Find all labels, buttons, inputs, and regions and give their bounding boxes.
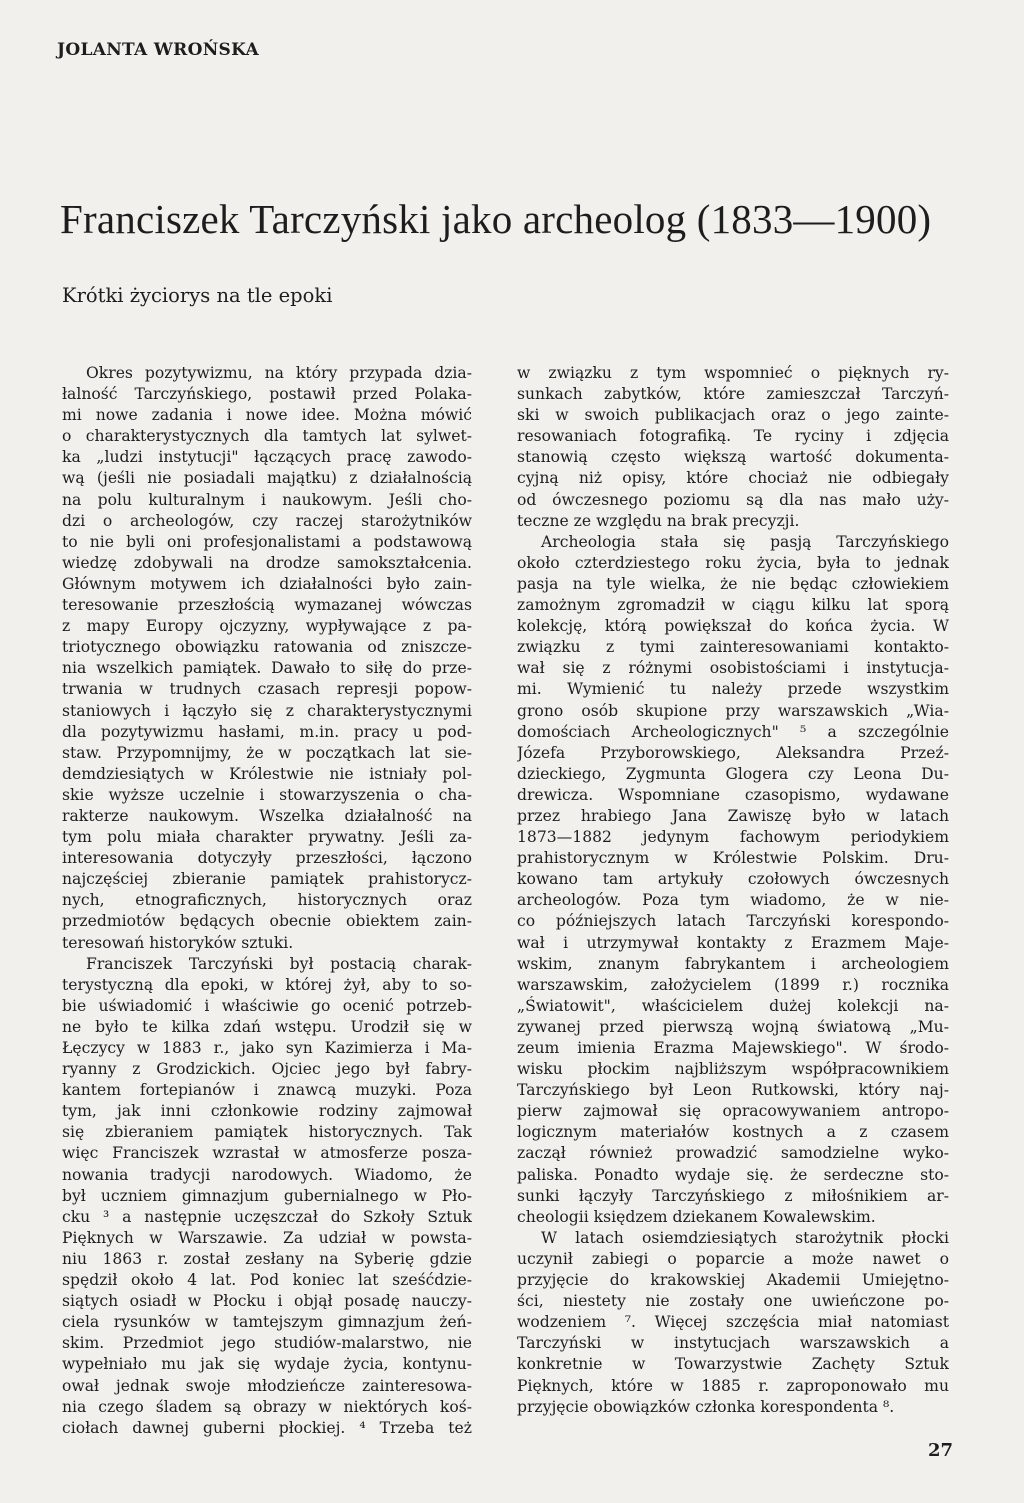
text-line: więc Franciszek wzrastał w atmosferze posza-	[62, 1144, 472, 1163]
left-text-column	[62, 363, 472, 1439]
text-line: nych, etnograficznych, historycznych oraz	[62, 891, 472, 910]
text-line: około czterdziestego roku życia, była to jednak	[517, 553, 949, 572]
text-line: wiedzę zdobywali na drodze samokształcenia.	[62, 553, 472, 572]
article-title: Franciszek Tarczyński jako archeolog (1833—1900)	[60, 196, 932, 242]
text-line: wał i utrzymywał kontakty z Erazmem Maje-	[517, 933, 949, 952]
text-line: cku ³ a następnie uczęszczał do Szkoły Sztuk	[62, 1207, 472, 1226]
text-line: wskim, znanym fabrykantem i archeologiem	[517, 954, 949, 973]
text-line: przedmiotów będących obecnie obiektem zain-	[62, 912, 472, 931]
text-line: Łęczycy w 1883 r., jako syn Kazimierza i Ma-	[62, 1039, 472, 1057]
text-line: z mapy Europy ojczyzny, wypływające z pa-	[62, 617, 472, 636]
text-line: W latach osiemdziesiątych starożytnik płocki	[541, 1228, 949, 1247]
text-line: sunkach zabytków, które zamieszczał Tarczyń-	[517, 385, 949, 404]
text-line: niu 1863 r. został zesłany na Syberię gdzie	[62, 1249, 472, 1268]
text-line: zywanej przed pierwszą wojną światową „Mu-	[517, 1017, 949, 1036]
text-line: Archeologia stała się pasją Tarczyńskiego	[541, 532, 949, 551]
text-line: pasja na tyle wielka, że nie będąc człowiekiem	[517, 574, 949, 593]
text-line: archeologów. Poza tym wiadomo, że w nie-	[517, 891, 949, 910]
text-line: łalność Tarczyńskiego, postawił przed Polaka-	[62, 385, 472, 404]
text-line: był uczniem gimnazjum gubernialnego w Pło-	[62, 1186, 472, 1205]
text-line: logicznym materiałów kostnych a z czasem	[517, 1123, 949, 1142]
text-line: teresowanie przeszłością wymazanej wówczas	[62, 596, 472, 615]
text-line: nia czego śladem są obrazy w niektórych koś-	[62, 1397, 472, 1416]
text-line: ści, niestety nie zostały one uwieńczone po-	[517, 1292, 949, 1311]
text-line: co późniejszych latach Tarczyński korespondo-	[517, 912, 949, 931]
text-line: „Światowit", właścicielem dużej kolekcji na-	[517, 996, 949, 1015]
text-line: sunki łączyły Tarczyńskiego z miłośnikiem ar-	[517, 1186, 949, 1205]
text-line: Józefa Przyborowskiego, Aleksandra Przeź-	[517, 743, 949, 762]
text-line: ciołach dawnej guberni płockiej. ⁴ Trzeba też	[62, 1418, 472, 1437]
text-line: ski w swoich publikacjach oraz o jego zainte-	[517, 406, 949, 425]
text-line: to nie byli oni profesjonalistami a podstawową	[62, 532, 472, 551]
text-line: Pięknych w Warszawie. Za udział w powsta-	[62, 1228, 472, 1247]
text-line: Okres pozytywizmu, na który przypada dzia-	[86, 364, 472, 382]
text-line: w związku z tym wspomnieć o pięknych ry-	[517, 364, 949, 382]
text-line: dzi o archeologów, czy raczej starożytników	[62, 511, 472, 530]
text-line: dzieckiego, Zygmunta Glogera czy Leona Du-	[517, 764, 949, 783]
text-line: 1873—1882 jedynym fachowym periodykiem	[517, 828, 949, 847]
text-line: domościach Archeologicznych" ⁵ a szczególnie	[517, 722, 949, 741]
running-head: JOLANTA WROŃSKA	[57, 40, 259, 60]
text-line: ował jednak swoje młodzieńcze zainteresowa-	[62, 1376, 472, 1395]
text-line: ne było te kilka zdań wstępu. Urodził się w	[62, 1017, 472, 1036]
text-line: tym, jak inni członkowie rodziny zajmował	[62, 1102, 472, 1121]
page-number: 27	[928, 1440, 954, 1461]
text-line: interesowania dotyczyły przeszłości, łączono	[62, 849, 472, 868]
text-line: Pięknych, które w 1885 r. zaproponowało mu	[517, 1376, 949, 1395]
text-line: rakterze naukowym. Wszelka działalność na	[62, 806, 472, 825]
text-line: mi nowe zadania i nowe idee. Można mówić	[62, 406, 472, 425]
text-line: zeum imienia Erazma Majewskiego". W środo-	[517, 1039, 949, 1057]
text-line: się zbieraniem pamiątek historycznych. Tak	[62, 1123, 472, 1142]
text-line: skim. Przedmiot jego studiów-malarstwo, nie	[62, 1334, 472, 1353]
text-line: pierw zajmował się opracowywaniem antropo-	[517, 1102, 949, 1121]
text-line: teresowań historyków sztuki.	[62, 933, 294, 952]
right-text-column	[517, 363, 949, 1418]
text-line: na polu kulturalnym i naukowym. Jeśli cho-	[62, 490, 472, 509]
text-line: bie uświadomić i właściwie go ocenić potrzeb-	[62, 996, 472, 1015]
text-line: teczne ze względu na brak precyzji.	[517, 511, 800, 530]
text-line: kowano tam artykuły czołowych ówczesnych	[517, 870, 949, 889]
text-line: zaczął również prowadzić samodzielne wyko-	[517, 1144, 949, 1163]
text-line: Głównym motywem ich działalności było zain-	[62, 574, 472, 593]
text-line: Franciszek Tarczyński był postacią charak-	[86, 954, 472, 973]
text-line: dla pozytywizmu hasłami, m.in. pracy u pod-	[62, 722, 472, 741]
text-line: demdziesiątych w Królestwie nie istniały pol-	[62, 764, 472, 783]
text-line: nowania tradycji narodowych. Wiadomo, że	[62, 1165, 472, 1184]
text-line: grono osób skupione przy warszawskich „Wia-	[517, 701, 949, 720]
text-line: warszawskim, założycielem (1899 r.) rocznika	[517, 975, 949, 994]
text-line: paliska. Ponadto wydaje się. że serdeczne sto-	[517, 1165, 949, 1184]
text-line: ka „ludzi instytucji" łączących pracę zawodo-	[62, 448, 472, 467]
text-line: siątych osiadł w Płocku i objął posadę nauczy-	[62, 1292, 472, 1311]
text-line: najczęściej zbieranie pamiątek prahistorycz-	[62, 870, 472, 889]
text-line: tym polu miała charakter prywatny. Jeśli za-	[62, 828, 472, 847]
article-subtitle: Krótki życiorys na tle epoki	[62, 284, 333, 307]
text-line: trwania w trudnych czasach represji popow-	[62, 680, 472, 699]
text-line: przez hrabiego Jana Zawiszę było w latach	[517, 806, 949, 825]
text-line: triotycznego obowiązku ratowania od zniszcze-	[62, 638, 472, 657]
text-line: wą (jeśli nie posiadali majątku) z działalnością	[62, 469, 472, 488]
text-line: ryanny z Grodzickich. Ojciec jego był fabry-	[62, 1060, 472, 1079]
text-line: kantem fortepianów i znawcą muzyki. Poza	[62, 1081, 472, 1100]
text-line: Tarczyńskiego był Leon Rutkowski, który naj-	[517, 1081, 949, 1100]
text-line: stanowią często większą wartość dokumenta-	[517, 448, 949, 467]
text-line: przyjęcie obowiązków członka korespondenta ⁸.	[517, 1397, 895, 1416]
text-line: drewicza. Wspomniane czasopismo, wydawane	[517, 785, 949, 804]
text-line: o charakterystycznych dla tamtych lat sylwet-	[62, 427, 472, 446]
text-line: Tarczyński w instytucjach warszawskich a	[517, 1334, 949, 1353]
text-line: wypełniało mu jak się wydaje życia, kontynu-	[62, 1355, 472, 1374]
text-line: staniowych i łączyło się z charakterystycznymi	[62, 701, 472, 720]
text-line: ciela rysunków w tamtejszym gimnazjum żeń-	[62, 1313, 472, 1332]
text-line: od ówczesnego poziomu są dla nas mało uży-	[517, 490, 949, 509]
text-line: nia wszelkich pamiątek. Dawało to siłę do prze-	[62, 659, 472, 678]
text-line: wisku płockim najbliższym współpracownikiem	[517, 1060, 949, 1079]
text-line: skie wyższe uczelnie i stowarzyszenia o cha-	[62, 785, 472, 804]
text-line: konkretnie w Towarzystwie Zachęty Sztuk	[517, 1355, 949, 1374]
text-line: mi. Wymienić tu należy przede wszystkim	[517, 680, 949, 699]
text-line: staw. Przypomnijmy, że w początkach lat sie-	[62, 743, 472, 762]
text-line: resowaniach fotografiką. Te ryciny i zdjęcia	[517, 427, 949, 446]
text-line: przyjęcie do krakowskiej Akademii Umiejętno-	[517, 1271, 949, 1290]
text-line: wał się z różnymi osobistościami i instytucja-	[517, 659, 949, 678]
text-line: terystyczną dla epoki, w której żył, aby to so-	[62, 975, 472, 994]
text-line: kolekcję, którą powiększał do końca życia. W	[517, 617, 949, 636]
text-line: wodzeniem ⁷. Więcej szczęścia miał natomiast	[517, 1313, 949, 1332]
text-line: zamożnym zgromadził w ciągu kilku lat sporą	[517, 596, 949, 615]
text-line: związku z tymi zainteresowaniami kontakto-	[517, 638, 949, 657]
text-line: prahistorycznym w Królestwie Polskim. Dru-	[517, 849, 949, 868]
text-line: uczynił zabiegi o poparcie a może nawet o	[517, 1249, 949, 1268]
text-line: spędził około 4 lat. Pod koniec lat sześćdzie-	[62, 1271, 472, 1290]
text-line: cyjną niż opisy, które chociaż nie odbiegały	[517, 469, 949, 488]
text-line: cheologii księdzem dziekanem Kowalewskim.	[517, 1207, 876, 1226]
